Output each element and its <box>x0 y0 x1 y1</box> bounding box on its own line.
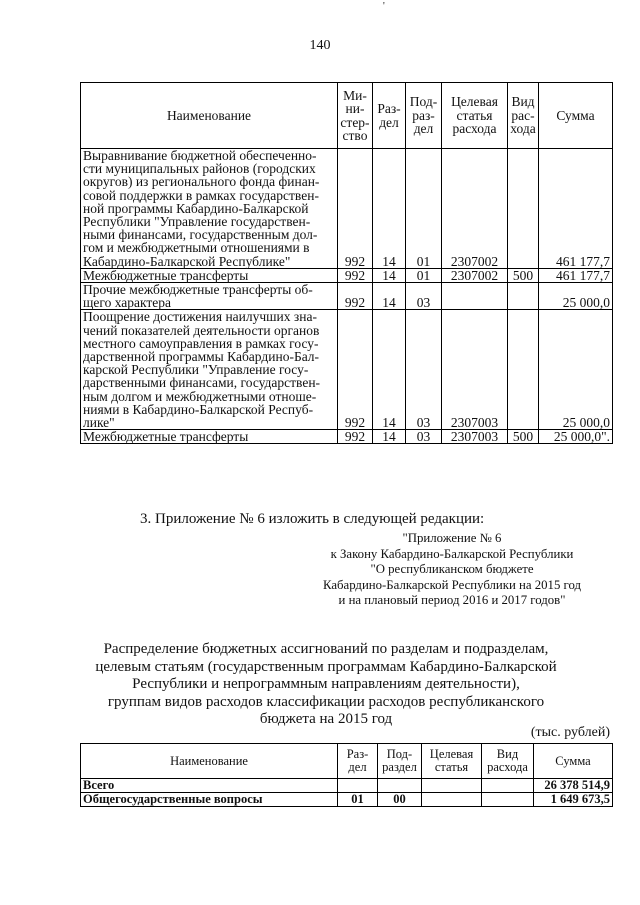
table-row <box>81 779 613 793</box>
row-target <box>442 283 508 310</box>
row-type <box>482 793 534 807</box>
table-row <box>81 149 613 269</box>
budget-table-continued <box>80 82 613 444</box>
row-name: Межбюджетные трансферты <box>81 268 338 282</box>
row-ministry: 992 <box>338 268 373 282</box>
table-header-row <box>81 83 613 149</box>
units-label: (тыс. рублей) <box>530 725 610 740</box>
row-subsection: 01 <box>406 268 442 282</box>
row-sum: 461 177,7 <box>539 149 613 269</box>
row-subsection: 03 <box>406 310 442 430</box>
row-name: Межбюджетные трансферты <box>81 430 338 444</box>
row-target: 2307003 <box>442 430 508 444</box>
row-target: 2307002 <box>442 268 508 282</box>
row-sum: 26 378 514,9 <box>534 779 613 793</box>
header-section: Раз- дел <box>373 83 406 149</box>
row-ministry: 992 <box>338 283 373 310</box>
header-target: Целевая статья <box>422 744 482 779</box>
row-target: 2307003 <box>442 310 508 430</box>
row-target <box>422 779 482 793</box>
row-section: 01 <box>338 793 378 807</box>
allocation-table <box>80 743 613 807</box>
table-row <box>81 268 613 282</box>
row-name: Прочие межбюджетные трансферты об- щего характера <box>81 283 338 310</box>
row-section: 14 <box>373 283 406 310</box>
row-sum: 25 000,0 <box>539 283 613 310</box>
header-name: Наименование <box>81 83 338 149</box>
row-name: Выравнивание бюджетной обеспеченно- сти муниципальных районов (городских округов) из регионального фонда финан- совой поддержки в рамках государствен- ной программы Кабардино-Балкарской Республики "Управление государствен- ными финансами, государственным дол- гом и межбюджетными отношениями в Кабардино-Балкарской Республике" <box>81 149 338 269</box>
page-number: 140 <box>309 38 331 53</box>
row-name: Общегосударственные вопросы <box>81 793 338 807</box>
header-sum: Сумма <box>534 744 613 779</box>
header-name: Наименование <box>81 744 338 779</box>
table-caption: Распределение бюджетных ассигнований по разделам и подразделам, целевым статьям (государственным программам Кабардино-Балкарской Республики и непрограммным направлениям деятельности), группам видов расходов классификации расходов республиканского бюджета на 2015 год <box>95 641 557 727</box>
row-name: Поощрение достижения наилучших зна- чений показателей деятельности органов местного самоуправления в рамках госу- дарственной программы Кабардино-Бал- карской Республики "Управление госу- дарственными финансами, государствен- ным долгом и межбюджетными отноше- ниями в Кабардино-Балкарской Респуб- лике" <box>81 310 338 430</box>
row-sum: 25 000,0". <box>539 430 613 444</box>
row-subsection: 00 <box>378 793 422 807</box>
row-target <box>422 793 482 807</box>
row-ministry: 992 <box>338 310 373 430</box>
table-row <box>81 283 613 310</box>
row-sum: 25 000,0 <box>539 310 613 430</box>
row-subsection: 03 <box>406 430 442 444</box>
row-type <box>508 310 539 430</box>
appendix-instruction: 3. Приложение № 6 изложить в следующей редакции: <box>140 511 485 527</box>
table-header-row <box>81 744 613 779</box>
header-sum: Сумма <box>539 83 613 149</box>
row-subsection: 03 <box>406 283 442 310</box>
row-type <box>508 149 539 269</box>
row-sum: 1 649 673,5 <box>534 793 613 807</box>
header-ministry: Ми- ни- стер- ство <box>338 83 373 149</box>
row-subsection: 01 <box>406 149 442 269</box>
row-section: 14 <box>373 310 406 430</box>
row-section: 14 <box>373 430 406 444</box>
row-ministry: 992 <box>338 149 373 269</box>
row-section <box>338 779 378 793</box>
row-subsection <box>378 779 422 793</box>
row-target: 2307002 <box>442 149 508 269</box>
header-type: Вид рас- хода <box>508 83 539 149</box>
row-section: 14 <box>373 149 406 269</box>
row-section: 14 <box>373 268 406 282</box>
row-name: Всего <box>81 779 338 793</box>
header-subsection: Под- раздел <box>378 744 422 779</box>
row-ministry: 992 <box>338 430 373 444</box>
page-mark: ' <box>383 1 385 12</box>
header-section: Раз- дел <box>338 744 378 779</box>
table-row <box>81 793 613 807</box>
table-row <box>81 430 613 444</box>
header-subsection: Под- раз- дел <box>406 83 442 149</box>
row-type <box>482 779 534 793</box>
table-row <box>81 310 613 430</box>
appendix-reference: "Приложение № 6 к Закону Кабардино-Балкарской Республики "О республиканском бюджете Кабардино-Балкарской Республики на 2015 год и на плановый период 2016 и 2017 годов" <box>322 531 582 607</box>
row-sum: 461 177,7 <box>539 268 613 282</box>
header-type: Вид расхода <box>482 744 534 779</box>
header-target: Целевая статья расхода <box>442 83 508 149</box>
row-type <box>508 283 539 310</box>
row-type: 500 <box>508 268 539 282</box>
row-type: 500 <box>508 430 539 444</box>
